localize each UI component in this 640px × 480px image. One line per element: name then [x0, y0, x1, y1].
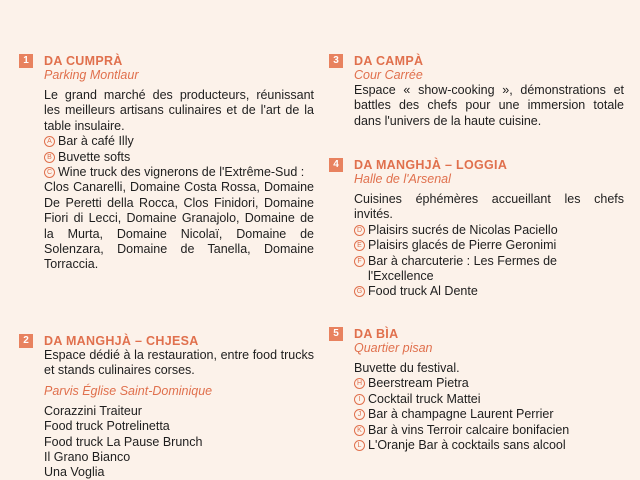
- letter-marker-icon: K: [354, 425, 365, 436]
- list-item: B Buvette softs: [44, 150, 314, 165]
- section-location: Quartier pisan: [354, 341, 433, 355]
- list-item: K Bar à vins Terroir calcaire bonifacien: [354, 423, 624, 438]
- letter-marker-icon: B: [44, 152, 55, 163]
- list-item: Corazzini Traiteur: [44, 403, 142, 418]
- list-item: C Wine truck des vignerons de l'Extrême-Sud :: [44, 165, 314, 180]
- section-description: Buvette du festival.: [354, 361, 460, 375]
- letter-marker-icon: G: [354, 286, 365, 297]
- letter-marker-icon: D: [354, 225, 365, 236]
- list-item: H Beerstream Pietra: [354, 376, 624, 391]
- section-description: Le grand marché des producteurs, réunissant les meilleurs artisans culinaires et de l'art de la table insulaire.: [44, 88, 314, 133]
- section-title: DA MANGHJÀ – LOGGIA: [354, 158, 508, 172]
- list-item: J Bar à champagne Laurent Perrier: [354, 407, 624, 422]
- section-3: [333, 54, 624, 129]
- section-5: [333, 327, 624, 453]
- letter-marker-icon: L: [354, 440, 365, 451]
- section-4: [333, 158, 624, 300]
- letter-marker-icon: C: [44, 167, 55, 178]
- section-1: [23, 54, 314, 273]
- section-title: DA MANGHJÀ – CHJESA: [44, 334, 199, 348]
- section-title: DA BÌA: [354, 327, 399, 341]
- section-location: Parvis Église Saint-Dominique: [44, 383, 213, 398]
- section-title: DA CAMPÀ: [354, 54, 424, 68]
- section-title: DA CUMPRÀ: [44, 54, 123, 68]
- list-item: Food truck Potrelinetta: [44, 419, 170, 434]
- section-location: Parking Montlaur: [44, 68, 139, 82]
- list-item: Una Voglia: [44, 465, 105, 480]
- section-number-badge: 4: [329, 158, 343, 172]
- section-number-badge: 2: [19, 334, 33, 348]
- list-item: Food truck La Pause Brunch: [44, 434, 203, 449]
- letter-marker-icon: I: [354, 394, 365, 405]
- letter-marker-icon: F: [354, 256, 365, 267]
- letter-marker-icon: E: [354, 240, 365, 251]
- letter-marker-icon: H: [354, 378, 365, 389]
- section-description: Cuisines éphémères accueillant les chefs invités.: [354, 192, 624, 222]
- list-item: L L'Oranje Bar à cocktails sans alcool: [354, 438, 624, 453]
- letter-marker-icon: A: [44, 136, 55, 147]
- letter-marker-icon: J: [354, 409, 365, 420]
- list-item: D Plaisirs sucrés de Nicolas Paciello: [354, 223, 624, 238]
- winery-list: Clos Canarelli, Domaine Costa Rossa, Domaine De Peretti della Rocca, Clos Finidori, Domaine Fiori di Lecci, Domaine Granajolo, Domaine de la Murta, Domaine Nicolaï, Domaine de Solenzara, Domaine de Tanella, Domaine Torraccia.: [44, 180, 314, 272]
- list-item: Il Grano Bianco: [44, 450, 131, 465]
- section-2: [23, 334, 314, 480]
- list-item: F Bar à charcuterie : Les Fermes de l'Excellence: [354, 254, 624, 285]
- section-location: Cour Carrée: [354, 68, 423, 82]
- list-item: A Bar à café Illy: [44, 134, 314, 149]
- list-item: G Food truck Al Dente: [354, 284, 624, 299]
- section-number-badge: 5: [329, 327, 343, 341]
- section-description: Espace dédié à la restauration, entre food trucks et stands culinaires corses.: [44, 348, 314, 378]
- section-number-badge: 1: [19, 54, 33, 68]
- list-item: E Plaisirs glacés de Pierre Geronimi: [354, 238, 624, 253]
- section-location: Halle de l'Arsenal: [354, 172, 451, 186]
- section-description: Espace « show-cooking », démonstrations et battles des chefs pour une immersion totale dans l'univers de la haute cuisine.: [354, 83, 624, 128]
- list-item: I Cocktail truck Mattei: [354, 392, 624, 407]
- section-number-badge: 3: [329, 54, 343, 68]
